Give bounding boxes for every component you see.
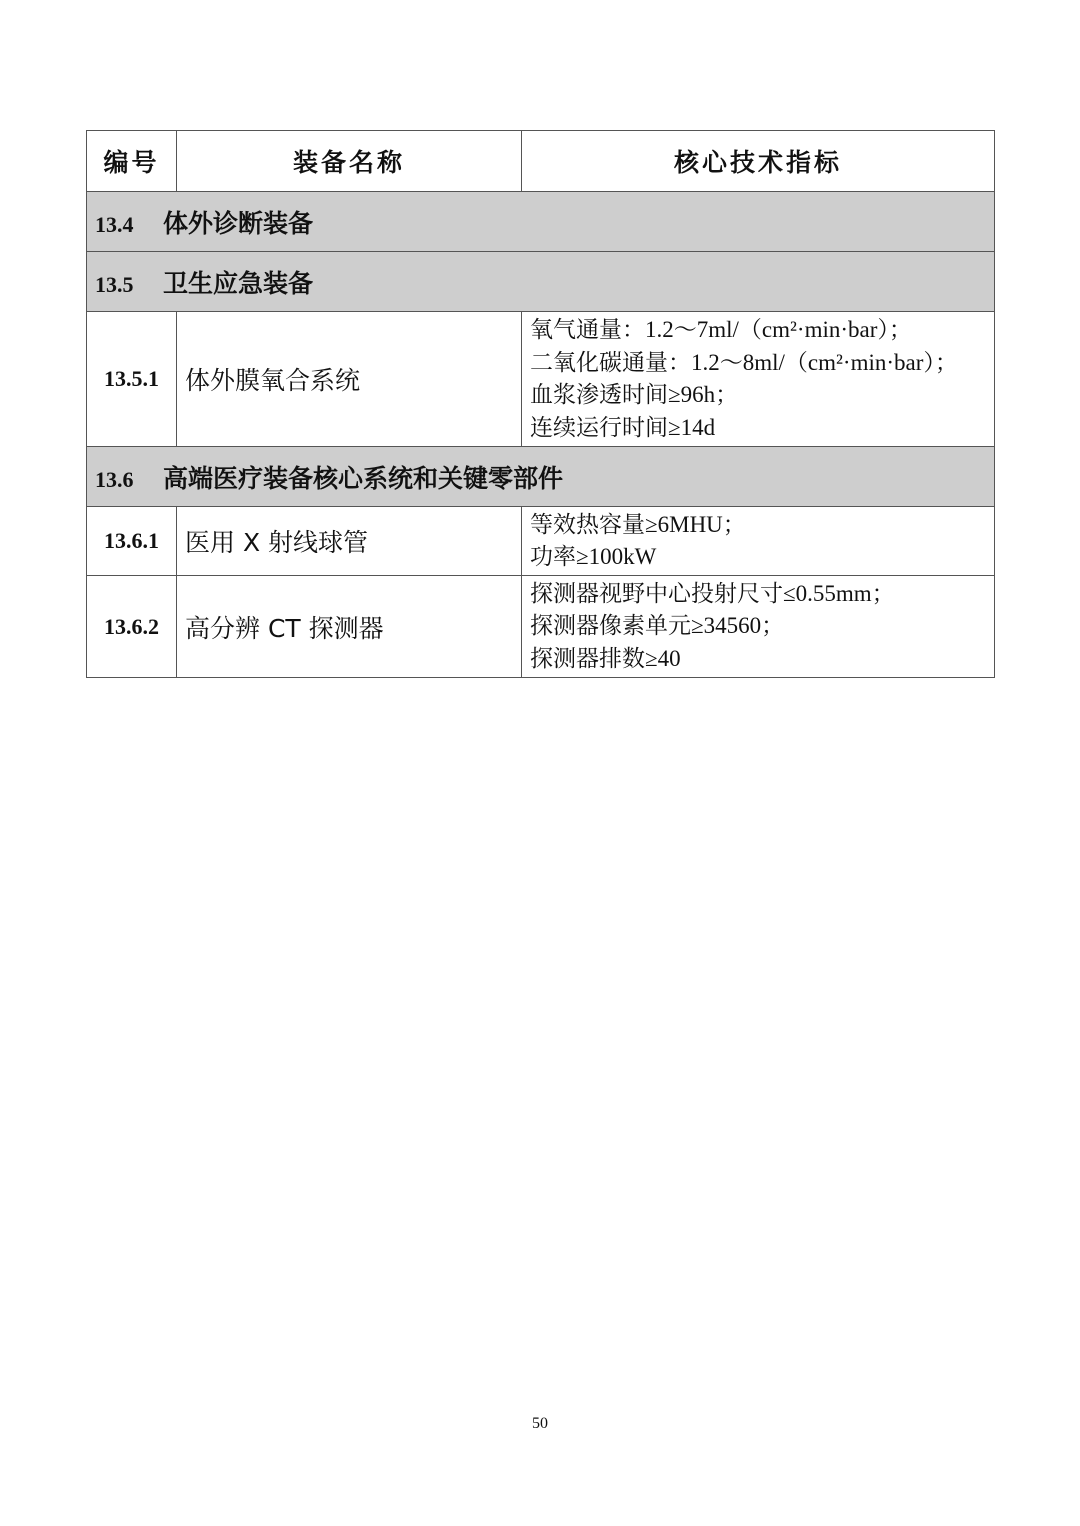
spec-line: 探测器像素单元≥34560； [530, 613, 785, 639]
item-specs [522, 507, 995, 576]
item-specs [522, 576, 995, 678]
spec-line: 氧气通量：1.2～7ml/（cm²·min·bar）； [530, 317, 912, 342]
table-header-row [87, 131, 995, 192]
spec-line: 探测器排数≥40 [530, 645, 681, 671]
header-name: 装备名称 [177, 131, 522, 192]
section-number: 13.5 [95, 271, 134, 297]
equipment-table [86, 130, 995, 678]
item-name: 医用 X 射线球管 [177, 507, 522, 576]
section-row [87, 252, 995, 312]
spec-line: 连续运行时间≥14d [530, 414, 716, 440]
spec-line: 等效热容量≥6MHU； [530, 511, 746, 537]
item-name: 体外膜氧合系统 [177, 312, 522, 447]
section-title: 卫生应急装备 [163, 268, 314, 298]
spec-line: 血浆渗透时间≥96h； [530, 382, 739, 407]
header-id: 编号 [87, 131, 177, 192]
spec-line: 功率≥100kW [530, 544, 657, 569]
section-row [87, 192, 995, 252]
item-name: 高分辨 CT 探测器 [177, 576, 522, 678]
item-specs [522, 312, 995, 447]
page-number: 50 [532, 1415, 548, 1432]
item-number: 13.5.1 [87, 312, 177, 447]
item-number: 13.6.2 [87, 576, 177, 678]
table-row [87, 576, 995, 678]
header-spec: 核心技术指标 [522, 131, 995, 192]
section-title: 高端医疗装备核心系统和关键零部件 [163, 463, 564, 493]
section-row [87, 447, 995, 507]
item-number: 13.6.1 [87, 507, 177, 576]
spec-line: 二氧化碳通量：1.2～8ml/（cm²·min·bar）； [530, 349, 958, 375]
table-row [87, 507, 995, 576]
section-number: 13.4 [95, 211, 134, 237]
section-title: 体外诊断装备 [163, 208, 314, 238]
section-number: 13.6 [95, 466, 134, 492]
table-row [87, 312, 995, 447]
spec-line: 探测器视野中心投射尺寸≤0.55mm； [530, 580, 895, 606]
